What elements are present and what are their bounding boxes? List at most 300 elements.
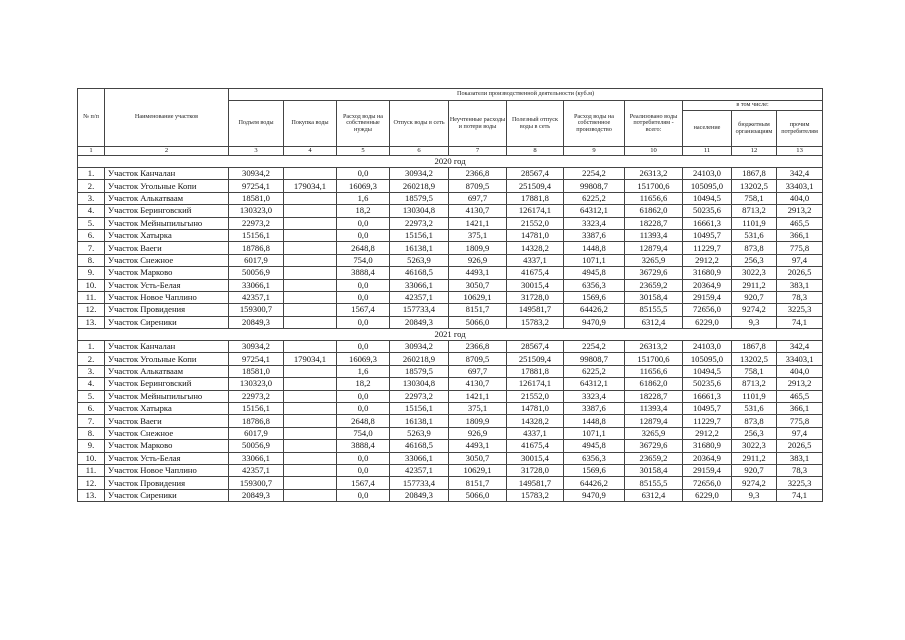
value-cell: 18786,8 bbox=[229, 242, 284, 254]
value-cell: 6017,9 bbox=[229, 427, 284, 439]
value-cell: 179034,1 bbox=[284, 353, 337, 365]
value-cell: 1569,6 bbox=[564, 464, 625, 476]
value-cell: 2913,2 bbox=[777, 205, 823, 217]
site-name: Участок Ваеги bbox=[105, 415, 229, 427]
value-cell: 31680,9 bbox=[683, 440, 732, 452]
value-cell: 6017,9 bbox=[229, 254, 284, 266]
value-cell bbox=[284, 365, 337, 377]
value-cell bbox=[284, 477, 337, 489]
value-cell: 18228,7 bbox=[625, 217, 683, 229]
value-cell: 1809,9 bbox=[449, 242, 507, 254]
value-cell: 2648,8 bbox=[337, 415, 390, 427]
value-cell: 3323,4 bbox=[564, 217, 625, 229]
header-losses: Неучтенные расходы и потери воды bbox=[449, 101, 507, 147]
value-cell: 64426,2 bbox=[564, 304, 625, 316]
value-cell: 3022,3 bbox=[732, 267, 777, 279]
value-cell: 15156,1 bbox=[390, 229, 449, 241]
value-cell: 0,0 bbox=[337, 316, 390, 328]
value-cell: 926,9 bbox=[449, 254, 507, 266]
value-cell: 8709,5 bbox=[449, 353, 507, 365]
value-cell: 9274,2 bbox=[732, 304, 777, 316]
value-cell: 18579,5 bbox=[390, 192, 449, 204]
value-cell: 16069,3 bbox=[337, 180, 390, 192]
value-cell: 12879,4 bbox=[625, 242, 683, 254]
row-number: 9. bbox=[78, 267, 105, 279]
value-cell: 1448,8 bbox=[564, 415, 625, 427]
value-cell: 383,1 bbox=[777, 452, 823, 464]
site-name: Участок Беринговский bbox=[105, 378, 229, 390]
value-cell: 14781,0 bbox=[507, 403, 564, 415]
value-cell: 6356,3 bbox=[564, 452, 625, 464]
value-cell: 5263,9 bbox=[390, 427, 449, 439]
value-cell: 16069,3 bbox=[337, 353, 390, 365]
value-cell: 873,8 bbox=[732, 415, 777, 427]
value-cell: 6312,4 bbox=[625, 316, 683, 328]
value-cell: 3225,3 bbox=[777, 304, 823, 316]
site-name: Участок Сиреники bbox=[105, 316, 229, 328]
site-name: Участок Хатырка bbox=[105, 229, 229, 241]
header-including: в том числе: bbox=[683, 101, 823, 111]
value-cell: 2911,2 bbox=[732, 279, 777, 291]
year-row bbox=[78, 329, 823, 341]
column-index-cell: 3 bbox=[229, 147, 284, 156]
value-cell: 18581,0 bbox=[229, 365, 284, 377]
value-cell: 46168,5 bbox=[390, 267, 449, 279]
value-cell bbox=[284, 390, 337, 402]
value-cell: 4130,7 bbox=[449, 378, 507, 390]
row-number: 10. bbox=[78, 452, 105, 464]
table-body bbox=[78, 147, 823, 502]
value-cell: 24103,0 bbox=[683, 168, 732, 180]
value-cell: 9,3 bbox=[732, 316, 777, 328]
value-cell: 10629,1 bbox=[449, 291, 507, 303]
value-cell: 1071,1 bbox=[564, 254, 625, 266]
value-cell bbox=[284, 168, 337, 180]
value-cell bbox=[284, 316, 337, 328]
value-cell: 22973,2 bbox=[229, 390, 284, 402]
value-cell: 33066,1 bbox=[229, 279, 284, 291]
site-name: Участок Марково bbox=[105, 267, 229, 279]
site-name: Участок Канчалан bbox=[105, 341, 229, 353]
column-index-cell: 13 bbox=[777, 147, 823, 156]
value-cell: 28567,4 bbox=[507, 341, 564, 353]
value-cell: 99808,7 bbox=[564, 180, 625, 192]
value-cell: 14781,0 bbox=[507, 229, 564, 241]
value-cell: 10494,5 bbox=[683, 365, 732, 377]
value-cell bbox=[284, 229, 337, 241]
value-cell: 9,3 bbox=[732, 489, 777, 501]
value-cell: 6225,2 bbox=[564, 192, 625, 204]
header-own-production: Расход воды на собственное производство bbox=[564, 101, 625, 147]
value-cell: 97254,1 bbox=[229, 353, 284, 365]
value-cell: 3888,4 bbox=[337, 440, 390, 452]
site-name: Участок Алькатваам bbox=[105, 192, 229, 204]
value-cell: 6312,4 bbox=[625, 489, 683, 501]
row-number: 12. bbox=[78, 304, 105, 316]
value-cell: 1,6 bbox=[337, 192, 390, 204]
value-cell: 2366,8 bbox=[449, 341, 507, 353]
row-number: 10. bbox=[78, 279, 105, 291]
column-index-cell: 10 bbox=[625, 147, 683, 156]
site-name: Участок Хатырка bbox=[105, 403, 229, 415]
table-row bbox=[78, 267, 823, 279]
column-index-cell: 4 bbox=[284, 147, 337, 156]
value-cell: 130323,0 bbox=[229, 378, 284, 390]
value-cell: 16661,3 bbox=[683, 217, 732, 229]
table-header bbox=[78, 89, 823, 147]
value-cell: 11656,6 bbox=[625, 192, 683, 204]
value-cell: 1867,8 bbox=[732, 168, 777, 180]
value-cell: 2912,2 bbox=[683, 427, 732, 439]
row-number: 6. bbox=[78, 229, 105, 241]
site-name: Участок Снежное bbox=[105, 254, 229, 266]
row-number: 13. bbox=[78, 316, 105, 328]
value-cell: 1867,8 bbox=[732, 341, 777, 353]
table-row bbox=[78, 452, 823, 464]
row-number: 5. bbox=[78, 217, 105, 229]
value-cell: 2912,2 bbox=[683, 254, 732, 266]
value-cell: 157733,4 bbox=[390, 304, 449, 316]
value-cell: 10495,7 bbox=[683, 403, 732, 415]
row-number: 1. bbox=[78, 168, 105, 180]
value-cell: 1421,1 bbox=[449, 390, 507, 402]
value-cell: 64426,2 bbox=[564, 477, 625, 489]
value-cell: 99808,7 bbox=[564, 353, 625, 365]
value-cell: 260218,9 bbox=[390, 180, 449, 192]
value-cell: 46168,5 bbox=[390, 440, 449, 452]
value-cell: 0,0 bbox=[337, 168, 390, 180]
value-cell: 29159,4 bbox=[683, 464, 732, 476]
value-cell bbox=[284, 378, 337, 390]
value-cell: 50235,6 bbox=[683, 205, 732, 217]
year-label: 2020 год bbox=[78, 156, 823, 168]
value-cell: 0,0 bbox=[337, 341, 390, 353]
value-cell: 2254,2 bbox=[564, 168, 625, 180]
table-row bbox=[78, 242, 823, 254]
table-row bbox=[78, 378, 823, 390]
value-cell: 0,0 bbox=[337, 403, 390, 415]
value-cell: 130323,0 bbox=[229, 205, 284, 217]
row-number: 7. bbox=[78, 415, 105, 427]
value-cell: 159300,7 bbox=[229, 304, 284, 316]
value-cell: 42357,1 bbox=[390, 464, 449, 476]
value-cell: 20364,9 bbox=[683, 279, 732, 291]
value-cell: 130304,8 bbox=[390, 205, 449, 217]
table-row bbox=[78, 477, 823, 489]
value-cell: 50056,9 bbox=[229, 267, 284, 279]
value-cell: 251509,4 bbox=[507, 353, 564, 365]
table-row bbox=[78, 415, 823, 427]
value-cell: 0,0 bbox=[337, 489, 390, 501]
value-cell: 33403,1 bbox=[777, 180, 823, 192]
site-name: Участок Угольные Копи bbox=[105, 353, 229, 365]
year-label: 2021 год bbox=[78, 329, 823, 341]
value-cell: 465,5 bbox=[777, 217, 823, 229]
value-cell: 20849,3 bbox=[229, 316, 284, 328]
column-index-row bbox=[78, 147, 823, 156]
value-cell: 3387,6 bbox=[564, 403, 625, 415]
value-cell: 256,3 bbox=[732, 254, 777, 266]
value-cell: 16138,1 bbox=[390, 415, 449, 427]
column-index-cell: 7 bbox=[449, 147, 507, 156]
value-cell: 4337,1 bbox=[507, 254, 564, 266]
value-cell: 375,1 bbox=[449, 229, 507, 241]
value-cell: 754,0 bbox=[337, 427, 390, 439]
value-cell: 15783,2 bbox=[507, 316, 564, 328]
site-name: Участок Провидения bbox=[105, 477, 229, 489]
value-cell: 33066,1 bbox=[390, 279, 449, 291]
row-number: 3. bbox=[78, 192, 105, 204]
table-row bbox=[78, 464, 823, 476]
value-cell: 16138,1 bbox=[390, 242, 449, 254]
value-cell bbox=[284, 217, 337, 229]
value-cell: 256,3 bbox=[732, 427, 777, 439]
value-cell: 2366,8 bbox=[449, 168, 507, 180]
header-useful-supply: Полезный отпуск воды в сеть bbox=[507, 101, 564, 147]
value-cell: 23659,2 bbox=[625, 279, 683, 291]
value-cell: 13202,5 bbox=[732, 180, 777, 192]
value-cell: 10495,7 bbox=[683, 229, 732, 241]
value-cell: 383,1 bbox=[777, 279, 823, 291]
header-own-needs: Расход воды на собственные нужды bbox=[337, 101, 390, 147]
table-row bbox=[78, 427, 823, 439]
value-cell: 20849,3 bbox=[390, 489, 449, 501]
value-cell: 126174,1 bbox=[507, 205, 564, 217]
value-cell: 9274,2 bbox=[732, 477, 777, 489]
value-cell: 5066,0 bbox=[449, 489, 507, 501]
value-cell: 4130,7 bbox=[449, 205, 507, 217]
site-name: Участок Беринговский bbox=[105, 205, 229, 217]
value-cell: 64312,1 bbox=[564, 205, 625, 217]
row-number: 11. bbox=[78, 291, 105, 303]
table-row bbox=[78, 365, 823, 377]
column-index-cell: 12 bbox=[732, 147, 777, 156]
value-cell: 31728,0 bbox=[507, 291, 564, 303]
table-row bbox=[78, 229, 823, 241]
row-number: 6. bbox=[78, 403, 105, 415]
value-cell: 61862,0 bbox=[625, 205, 683, 217]
value-cell: 0,0 bbox=[337, 464, 390, 476]
row-number: 2. bbox=[78, 353, 105, 365]
site-name: Участок Мейныпильгыно bbox=[105, 390, 229, 402]
row-number: 3. bbox=[78, 365, 105, 377]
value-cell: 8713,2 bbox=[732, 205, 777, 217]
value-cell: 18228,7 bbox=[625, 390, 683, 402]
value-cell: 2648,8 bbox=[337, 242, 390, 254]
value-cell: 697,7 bbox=[449, 192, 507, 204]
value-cell: 0,0 bbox=[337, 452, 390, 464]
value-cell: 920,7 bbox=[732, 464, 777, 476]
value-cell: 26313,2 bbox=[625, 168, 683, 180]
value-cell: 64312,1 bbox=[564, 378, 625, 390]
value-cell: 149581,7 bbox=[507, 477, 564, 489]
table-row bbox=[78, 489, 823, 501]
value-cell: 8713,2 bbox=[732, 378, 777, 390]
value-cell: 157733,4 bbox=[390, 477, 449, 489]
value-cell: 15156,1 bbox=[229, 229, 284, 241]
value-cell: 31680,9 bbox=[683, 267, 732, 279]
value-cell: 8151,7 bbox=[449, 477, 507, 489]
value-cell: 10494,5 bbox=[683, 192, 732, 204]
value-cell: 18,2 bbox=[337, 205, 390, 217]
value-cell bbox=[284, 205, 337, 217]
value-cell: 0,0 bbox=[337, 390, 390, 402]
site-name: Участок Усть-Белая bbox=[105, 279, 229, 291]
value-cell: 26313,2 bbox=[625, 341, 683, 353]
value-cell: 11229,7 bbox=[683, 415, 732, 427]
header-budget-orgs: бюджетным организациям bbox=[732, 111, 777, 147]
value-cell: 179034,1 bbox=[284, 180, 337, 192]
row-number: 12. bbox=[78, 477, 105, 489]
value-cell: 3265,9 bbox=[625, 427, 683, 439]
site-name: Участок Марково bbox=[105, 440, 229, 452]
table-row bbox=[78, 403, 823, 415]
header-to-network: Отпуск воды в сеть bbox=[390, 101, 449, 147]
column-index-cell: 9 bbox=[564, 147, 625, 156]
value-cell: 18,2 bbox=[337, 378, 390, 390]
value-cell: 30934,2 bbox=[229, 341, 284, 353]
value-cell: 30015,4 bbox=[507, 279, 564, 291]
column-index-cell: 6 bbox=[390, 147, 449, 156]
value-cell: 33403,1 bbox=[777, 353, 823, 365]
value-cell: 29159,4 bbox=[683, 291, 732, 303]
site-name: Участок Провидения bbox=[105, 304, 229, 316]
value-cell: 0,0 bbox=[337, 229, 390, 241]
site-name: Участок Усть-Белая bbox=[105, 452, 229, 464]
value-cell: 31728,0 bbox=[507, 464, 564, 476]
value-cell: 41675,4 bbox=[507, 267, 564, 279]
value-cell: 23659,2 bbox=[625, 452, 683, 464]
value-cell: 0,0 bbox=[337, 217, 390, 229]
table-row bbox=[78, 168, 823, 180]
value-cell: 33066,1 bbox=[390, 452, 449, 464]
table-row bbox=[78, 279, 823, 291]
value-cell: 404,0 bbox=[777, 365, 823, 377]
header-lift: Подъем воды bbox=[229, 101, 284, 147]
value-cell: 342,4 bbox=[777, 341, 823, 353]
value-cell: 78,3 bbox=[777, 464, 823, 476]
value-cell: 375,1 bbox=[449, 403, 507, 415]
row-number: 5. bbox=[78, 390, 105, 402]
row-number: 8. bbox=[78, 427, 105, 439]
value-cell: 20849,3 bbox=[229, 489, 284, 501]
value-cell: 36729,6 bbox=[625, 440, 683, 452]
value-cell: 149581,7 bbox=[507, 304, 564, 316]
table-row bbox=[78, 390, 823, 402]
value-cell bbox=[284, 254, 337, 266]
table-row bbox=[78, 291, 823, 303]
value-cell: 85155,5 bbox=[625, 477, 683, 489]
value-cell: 2254,2 bbox=[564, 341, 625, 353]
value-cell: 130304,8 bbox=[390, 378, 449, 390]
header-sold-total: Реализовано воды потребителям - всего: bbox=[625, 101, 683, 147]
value-cell: 920,7 bbox=[732, 291, 777, 303]
column-index-cell: 8 bbox=[507, 147, 564, 156]
column-index-cell: 11 bbox=[683, 147, 732, 156]
table-row bbox=[78, 254, 823, 266]
value-cell: 404,0 bbox=[777, 192, 823, 204]
value-cell: 531,6 bbox=[732, 403, 777, 415]
row-number: 13. bbox=[78, 489, 105, 501]
value-cell: 2026,5 bbox=[777, 440, 823, 452]
value-cell: 4493,1 bbox=[449, 440, 507, 452]
value-cell: 4337,1 bbox=[507, 427, 564, 439]
value-cell: 15156,1 bbox=[229, 403, 284, 415]
value-cell: 36729,6 bbox=[625, 267, 683, 279]
value-cell: 758,1 bbox=[732, 365, 777, 377]
value-cell: 24103,0 bbox=[683, 341, 732, 353]
column-index-cell: 1 bbox=[78, 147, 105, 156]
value-cell bbox=[284, 304, 337, 316]
value-cell: 1569,6 bbox=[564, 291, 625, 303]
value-cell bbox=[284, 440, 337, 452]
table-row bbox=[78, 341, 823, 353]
site-name: Участок Снежное bbox=[105, 427, 229, 439]
value-cell: 28567,4 bbox=[507, 168, 564, 180]
value-cell: 20364,9 bbox=[683, 452, 732, 464]
header-purchase: Покупка воды bbox=[284, 101, 337, 147]
value-cell: 3888,4 bbox=[337, 267, 390, 279]
value-cell: 12879,4 bbox=[625, 415, 683, 427]
value-cell: 97254,1 bbox=[229, 180, 284, 192]
value-cell: 20849,3 bbox=[390, 316, 449, 328]
value-cell: 5263,9 bbox=[390, 254, 449, 266]
site-name: Участок Алькатваам bbox=[105, 365, 229, 377]
value-cell: 1,6 bbox=[337, 365, 390, 377]
value-cell bbox=[284, 415, 337, 427]
value-cell: 15156,1 bbox=[390, 403, 449, 415]
value-cell: 1567,4 bbox=[337, 304, 390, 316]
row-number: 11. bbox=[78, 464, 105, 476]
value-cell: 260218,9 bbox=[390, 353, 449, 365]
value-cell: 21552,0 bbox=[507, 390, 564, 402]
value-cell bbox=[284, 267, 337, 279]
value-cell: 926,9 bbox=[449, 427, 507, 439]
value-cell: 18579,5 bbox=[390, 365, 449, 377]
value-cell: 775,8 bbox=[777, 415, 823, 427]
value-cell: 11229,7 bbox=[683, 242, 732, 254]
site-name: Участок Угольные Копи bbox=[105, 180, 229, 192]
value-cell: 14328,2 bbox=[507, 415, 564, 427]
value-cell: 97,4 bbox=[777, 254, 823, 266]
row-number: 1. bbox=[78, 341, 105, 353]
table-row bbox=[78, 440, 823, 452]
table-row bbox=[78, 192, 823, 204]
value-cell: 159300,7 bbox=[229, 477, 284, 489]
value-cell: 2913,2 bbox=[777, 378, 823, 390]
value-cell bbox=[284, 242, 337, 254]
value-cell: 251509,4 bbox=[507, 180, 564, 192]
value-cell: 42357,1 bbox=[390, 291, 449, 303]
value-cell: 30015,4 bbox=[507, 452, 564, 464]
value-cell: 18786,8 bbox=[229, 415, 284, 427]
value-cell: 33066,1 bbox=[229, 452, 284, 464]
value-cell: 9470,9 bbox=[564, 316, 625, 328]
value-cell: 11656,6 bbox=[625, 365, 683, 377]
value-cell: 61862,0 bbox=[625, 378, 683, 390]
table-row bbox=[78, 205, 823, 217]
value-cell: 3022,3 bbox=[732, 440, 777, 452]
value-cell: 6229,0 bbox=[683, 316, 732, 328]
value-cell bbox=[284, 403, 337, 415]
value-cell: 754,0 bbox=[337, 254, 390, 266]
site-name: Участок Ваеги bbox=[105, 242, 229, 254]
value-cell: 873,8 bbox=[732, 242, 777, 254]
value-cell: 1101,9 bbox=[732, 390, 777, 402]
value-cell: 16661,3 bbox=[683, 390, 732, 402]
header-name: Наименование участков bbox=[105, 89, 229, 147]
value-cell: 50056,9 bbox=[229, 440, 284, 452]
